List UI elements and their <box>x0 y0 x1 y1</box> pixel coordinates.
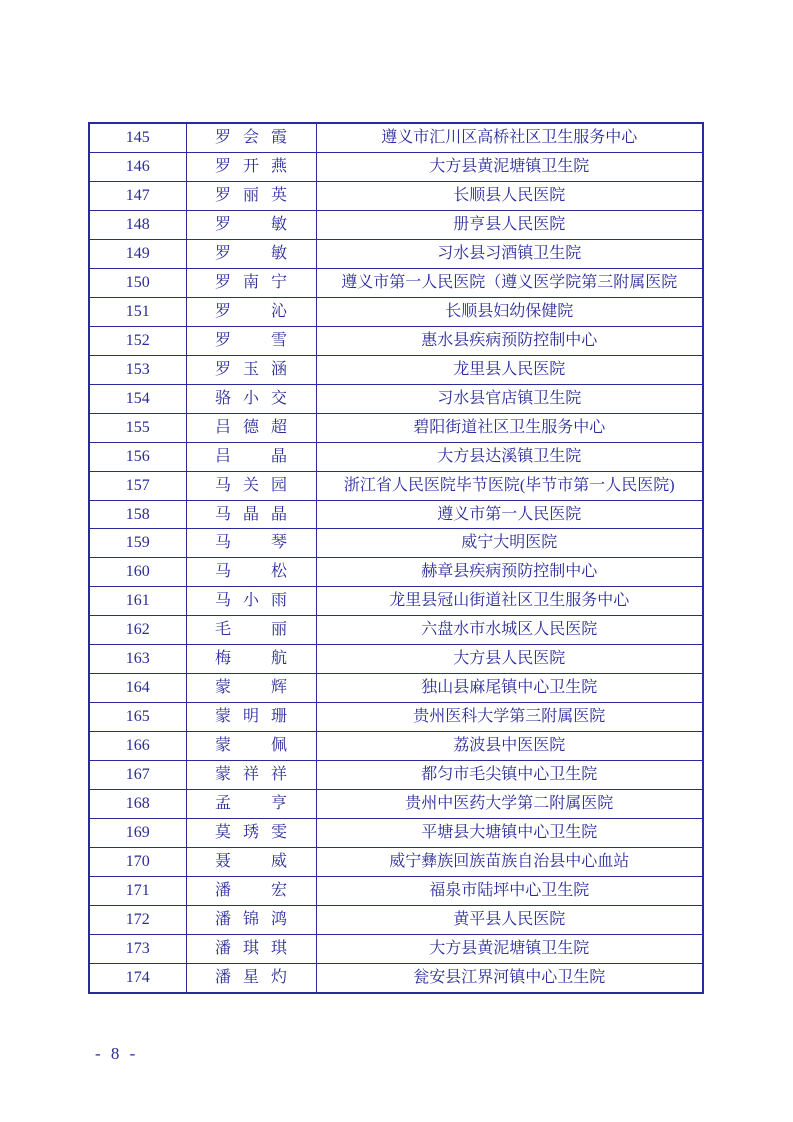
table-row <box>89 384 703 413</box>
name-text <box>215 362 287 378</box>
name-char: 孟 <box>215 794 232 812</box>
institution-cell: 赫章县疾病预防控制中心 <box>316 558 703 587</box>
name-cell <box>186 442 316 471</box>
name-text <box>215 449 287 465</box>
name-text <box>215 159 287 175</box>
name-text <box>215 622 287 638</box>
row-number-cell: 164 <box>89 674 186 703</box>
table-row <box>89 355 703 384</box>
institution-cell: 威宁大明医院 <box>316 529 703 558</box>
name-text <box>215 507 287 523</box>
institution-cell: 福泉市陆坪中心卫生院 <box>316 876 703 905</box>
name-text <box>215 246 287 262</box>
institution-cell: 遵义市第一人民医院（遵义医学院第三附属医院 <box>316 269 703 298</box>
table-row <box>89 760 703 789</box>
name-text <box>215 883 287 899</box>
name-cell <box>186 558 316 587</box>
name-cell <box>186 211 316 240</box>
name-cell <box>186 645 316 674</box>
name-text <box>215 564 287 580</box>
name-cell <box>186 240 316 269</box>
name-text <box>215 738 287 754</box>
name-text <box>215 478 287 494</box>
name-char: 珊 <box>270 708 287 726</box>
institution-cell: 荔波县中医医院 <box>316 732 703 761</box>
row-number-cell: 152 <box>89 326 186 355</box>
institution-cell: 遵义市汇川区高桥社区卫生服务中心 <box>316 123 703 153</box>
row-number-cell: 150 <box>89 269 186 298</box>
institution-cell: 习水县习酒镇卫生院 <box>316 240 703 269</box>
name-char: 马 <box>215 476 232 494</box>
name-char: 南 <box>242 274 259 291</box>
table-row <box>89 211 703 240</box>
row-number-cell: 151 <box>89 297 186 326</box>
name-text <box>215 593 287 609</box>
name-text <box>215 941 287 957</box>
table-row <box>89 413 703 442</box>
row-number-cell: 154 <box>89 384 186 413</box>
name-char: 梅 <box>215 650 232 668</box>
table-row <box>89 529 703 558</box>
name-char: 潘 <box>215 910 232 928</box>
name-char: 丽 <box>270 621 287 639</box>
name-char: 罗 <box>215 302 232 320</box>
table-row <box>89 934 703 963</box>
row-number-cell: 173 <box>89 934 186 963</box>
row-number-cell: 163 <box>89 645 186 674</box>
name-char: 骆 <box>215 389 232 407</box>
name-cell <box>186 876 316 905</box>
name-cell <box>186 789 316 818</box>
name-cell <box>186 269 316 298</box>
table-row <box>89 645 703 674</box>
name-char: 沁 <box>270 302 287 320</box>
table-row <box>89 326 703 355</box>
name-char: 玉 <box>242 360 259 378</box>
name-cell <box>186 500 316 529</box>
name-cell <box>186 355 316 384</box>
name-char: 莫 <box>215 823 232 841</box>
name-text <box>215 130 287 146</box>
institution-cell: 六盘水市水城区人民医院 <box>316 616 703 645</box>
name-char: 罗 <box>215 245 232 263</box>
name-char: 霞 <box>270 129 287 147</box>
institution-cell: 大方县黄泥塘镇卫生院 <box>316 934 703 963</box>
name-char: 吕 <box>215 418 232 436</box>
name-char: 罗 <box>215 216 232 234</box>
table-row <box>89 471 703 500</box>
row-number-cell: 157 <box>89 471 186 500</box>
name-text <box>215 680 287 696</box>
row-number-cell: 170 <box>89 847 186 876</box>
name-char: 琪 <box>270 939 287 957</box>
institution-cell: 遵义市第一人民医院 <box>316 500 703 529</box>
name-text <box>215 333 287 349</box>
name-char: 马 <box>215 534 232 552</box>
name-cell <box>186 847 316 876</box>
name-char: 雯 <box>270 823 287 841</box>
institution-cell: 威宁彝族回族苗族自治县中心血站 <box>316 847 703 876</box>
table-row <box>89 182 703 211</box>
table-row <box>89 123 703 153</box>
institution-cell: 都匀市毛尖镇中心卫生院 <box>316 760 703 789</box>
name-text <box>215 825 287 841</box>
name-cell <box>186 905 316 934</box>
name-char: 辉 <box>270 679 287 697</box>
institution-cell: 碧阳街道社区卫生服务中心 <box>316 413 703 442</box>
row-number-cell: 171 <box>89 876 186 905</box>
name-char: 晶 <box>270 447 287 465</box>
name-text <box>215 304 287 320</box>
name-char: 祥 <box>270 765 287 783</box>
name-char: 罗 <box>215 331 232 349</box>
name-cell <box>186 297 316 326</box>
name-char: 罗 <box>215 158 232 176</box>
name-char: 聂 <box>215 852 232 870</box>
table-row <box>89 269 703 298</box>
name-cell <box>186 818 316 847</box>
name-char: 园 <box>270 476 287 494</box>
institution-cell: 习水县官店镇卫生院 <box>316 384 703 413</box>
institution-cell: 贵州医科大学第三附属医院 <box>316 703 703 732</box>
table-row <box>89 297 703 326</box>
name-text <box>215 391 287 407</box>
name-text <box>215 651 287 667</box>
row-number-cell: 146 <box>89 153 186 182</box>
name-char: 吕 <box>215 447 232 465</box>
row-number-cell: 166 <box>89 732 186 761</box>
name-text <box>215 854 287 870</box>
name-char: 德 <box>242 418 259 436</box>
institution-cell: 独山县麻尾镇中心卫生院 <box>316 674 703 703</box>
name-char: 琪 <box>242 939 259 957</box>
name-cell <box>186 703 316 732</box>
name-char: 蒙 <box>215 765 232 783</box>
institution-cell: 龙里县冠山街道社区卫生服务中心 <box>316 587 703 616</box>
name-char: 开 <box>242 158 259 176</box>
institution-cell: 长顺县人民医院 <box>316 182 703 211</box>
row-number-cell: 160 <box>89 558 186 587</box>
name-char: 罗 <box>215 187 232 205</box>
name-char: 航 <box>270 650 287 668</box>
name-char: 佩 <box>270 737 287 754</box>
row-number-cell: 169 <box>89 818 186 847</box>
name-char: 潘 <box>215 968 232 986</box>
name-cell <box>186 471 316 500</box>
institution-cell: 龙里县人民医院 <box>316 355 703 384</box>
name-char: 祥 <box>242 765 259 783</box>
name-text <box>215 275 287 291</box>
row-number-cell: 147 <box>89 182 186 211</box>
name-cell <box>186 182 316 211</box>
name-text <box>215 796 287 812</box>
name-char: 小 <box>242 592 259 610</box>
table-row <box>89 732 703 761</box>
table-row <box>89 905 703 934</box>
name-cell <box>186 616 316 645</box>
name-char: 超 <box>270 418 287 436</box>
name-cell <box>186 674 316 703</box>
name-text <box>215 217 287 233</box>
row-number-cell: 168 <box>89 789 186 818</box>
name-text <box>215 535 287 551</box>
name-cell <box>186 963 316 993</box>
row-number-cell: 174 <box>89 963 186 993</box>
name-char: 星 <box>242 968 259 986</box>
name-char: 关 <box>242 476 259 494</box>
row-number-cell: 161 <box>89 587 186 616</box>
row-number-cell: 149 <box>89 240 186 269</box>
row-number-cell: 148 <box>89 211 186 240</box>
table-row <box>89 587 703 616</box>
roster-table-body <box>89 123 703 993</box>
name-char: 明 <box>242 708 259 726</box>
name-cell <box>186 934 316 963</box>
institution-cell: 大方县达溪镇卫生院 <box>316 442 703 471</box>
name-char: 鸿 <box>270 910 287 928</box>
name-char: 宏 <box>270 881 287 899</box>
name-char: 琇 <box>242 823 259 841</box>
roster-table <box>88 122 704 994</box>
name-char: 会 <box>242 129 259 147</box>
institution-cell: 大方县人民医院 <box>316 645 703 674</box>
name-char: 灼 <box>270 968 287 986</box>
name-char: 涵 <box>270 360 287 378</box>
name-cell <box>186 413 316 442</box>
table-row <box>89 789 703 818</box>
institution-cell: 黄平县人民医院 <box>316 905 703 934</box>
table-row <box>89 876 703 905</box>
name-char: 英 <box>270 187 287 205</box>
name-char: 松 <box>270 563 287 581</box>
name-char: 燕 <box>270 158 287 176</box>
row-number-cell: 172 <box>89 905 186 934</box>
institution-cell: 册亨县人民医院 <box>316 211 703 240</box>
name-char: 交 <box>270 389 287 407</box>
name-char: 蒙 <box>215 708 232 726</box>
name-char: 罗 <box>215 129 232 147</box>
name-char: 晶 <box>242 505 259 523</box>
table-row <box>89 442 703 471</box>
table-row <box>89 674 703 703</box>
page-number: - 8 - <box>95 1044 139 1063</box>
row-number-cell: 165 <box>89 703 186 732</box>
name-char: 小 <box>242 389 259 407</box>
name-cell <box>186 760 316 789</box>
row-number-cell: 159 <box>89 529 186 558</box>
name-char: 毛 <box>215 621 232 639</box>
name-char: 敏 <box>270 216 287 234</box>
name-char: 潘 <box>215 939 232 957</box>
name-char: 蒙 <box>215 737 232 754</box>
name-char: 马 <box>215 505 232 523</box>
name-char: 蒙 <box>215 679 232 697</box>
name-char: 罗 <box>215 274 232 291</box>
institution-cell: 惠水县疾病预防控制中心 <box>316 326 703 355</box>
name-cell <box>186 529 316 558</box>
name-char: 马 <box>215 592 232 610</box>
name-char: 亨 <box>270 794 287 812</box>
table-row <box>89 558 703 587</box>
table-row <box>89 500 703 529</box>
table-row <box>89 703 703 732</box>
name-text <box>215 188 287 204</box>
row-number-cell: 158 <box>89 500 186 529</box>
name-text <box>215 420 287 436</box>
row-number-cell: 145 <box>89 123 186 153</box>
row-number-cell: 156 <box>89 442 186 471</box>
institution-cell: 长顺县妇幼保健院 <box>316 297 703 326</box>
name-char: 威 <box>270 852 287 870</box>
row-number-cell: 167 <box>89 760 186 789</box>
name-char: 锦 <box>242 910 259 928</box>
name-cell <box>186 384 316 413</box>
name-char: 敏 <box>270 245 287 263</box>
institution-cell: 贵州中医药大学第二附属医院 <box>316 789 703 818</box>
name-cell <box>186 153 316 182</box>
name-char: 雨 <box>270 592 287 610</box>
name-char: 晶 <box>270 505 287 523</box>
table-row <box>89 818 703 847</box>
name-char: 丽 <box>242 187 259 205</box>
name-text <box>215 912 287 928</box>
table-row <box>89 153 703 182</box>
name-char: 雪 <box>270 331 287 349</box>
name-cell <box>186 732 316 761</box>
name-text <box>215 709 287 725</box>
institution-cell: 瓮安县江界河镇中心卫生院 <box>316 963 703 993</box>
institution-cell: 大方县黄泥塘镇卫生院 <box>316 153 703 182</box>
name-cell <box>186 587 316 616</box>
name-char: 琴 <box>270 534 287 552</box>
table-row <box>89 616 703 645</box>
name-text <box>215 767 287 783</box>
table-row <box>89 963 703 993</box>
row-number-cell: 155 <box>89 413 186 442</box>
row-number-cell: 162 <box>89 616 186 645</box>
name-char: 宁 <box>270 274 287 291</box>
name-char: 潘 <box>215 881 232 899</box>
table-row <box>89 847 703 876</box>
institution-cell: 平塘县大塘镇中心卫生院 <box>316 818 703 847</box>
name-char: 罗 <box>215 360 232 378</box>
table-row <box>89 240 703 269</box>
name-cell <box>186 123 316 153</box>
name-char: 马 <box>215 563 232 581</box>
row-number-cell: 153 <box>89 355 186 384</box>
institution-cell: 浙江省人民医院毕节医院(毕节市第一人民医院) <box>316 471 703 500</box>
name-text <box>215 970 287 986</box>
name-cell <box>186 326 316 355</box>
